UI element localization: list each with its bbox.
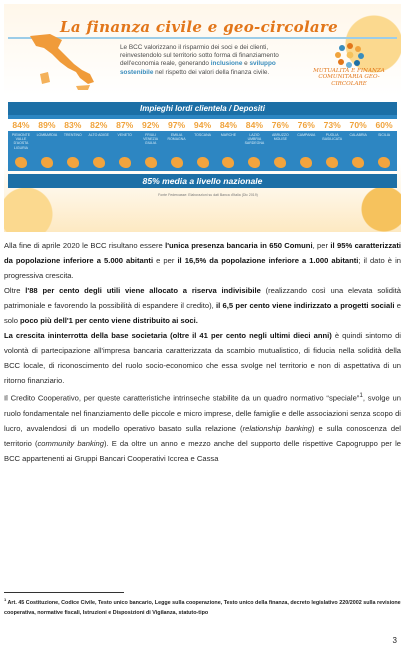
region-percentage: 84% — [241, 119, 267, 131]
infographic-description: Le BCC valorizzano il risparmio dei soci e dei clienti, reinvestendolo sul territorio sotto forma di finanziamento dell'economia reale, generando inclusione e sviluppo sostenibile nel rispetto dei valori della finanza civile. — [120, 44, 279, 76]
text-run: Alla fine di aprile 2020 le BCC risultano essere — [4, 241, 166, 250]
bold-text-run: il 95% caratterizzati da popolazione inferiore a 5.000 abitanti — [4, 241, 401, 265]
region-item — [60, 115, 86, 171]
region-name: VENETO — [117, 133, 132, 137]
region-shape-icon — [119, 157, 131, 168]
region-shape-icon — [326, 157, 338, 168]
paragraph-base-societaria — [4, 328, 401, 388]
region-shape-icon — [222, 157, 234, 168]
region-name: LOMBARDIA — [36, 133, 58, 137]
region-item — [190, 115, 216, 171]
region-item — [293, 115, 319, 171]
region-percentage: 76% — [267, 119, 293, 131]
region-shape-icon — [145, 157, 157, 168]
logo-caption: MUTUALITÀ E FINANZA COMUNITARIA GEO-CIRCOLARE — [313, 68, 385, 87]
region-name: EMILIA ROMAGNA — [167, 133, 186, 142]
text-run: Il Credito Cooperativo, per queste caratteristiche intrinseche stabilite da un quadro normativo “speciale” — [4, 393, 360, 403]
region-item — [34, 115, 60, 171]
body-text — [4, 238, 401, 466]
region-percentage: 60% — [371, 119, 397, 131]
region-percentage: 87% — [112, 119, 138, 131]
region-name: CAMPANIA — [297, 133, 316, 137]
region-shape-icon — [352, 157, 364, 168]
text-run: Oltre — [4, 286, 26, 295]
bold-text-run: il 6,5 per cento viene indirizzato a progetti sociali — [216, 301, 395, 310]
italic-text-run: community banking — [37, 438, 104, 448]
region-item — [216, 115, 242, 171]
text-run: è quindi sintomo di volontà di partecipazione all'impresa bancaria caratterizzata da scambio mutualistico, di fiducia nella solidità della BCC locale, di riconoscimento del ruolo socio-economico che essa svolge nel territorio e non di aspettativa di un ritorno finanziario. — [4, 331, 401, 385]
region-shape-icon — [248, 157, 260, 168]
region-shape-icon — [171, 157, 183, 168]
region-item — [267, 115, 293, 171]
region-item — [112, 115, 138, 171]
region-shape-icon — [93, 157, 105, 168]
italy-map-icon — [10, 30, 120, 92]
region-name: ABRUZZO MOLISE — [271, 133, 289, 142]
text-run: , per — [312, 241, 331, 250]
region-percentage: 76% — [293, 119, 319, 131]
region-shape-icon — [67, 157, 79, 168]
source-note: Fonte Federcasse: Elaborazioni su dati Banca d'Italia (Dic 2019) — [158, 193, 258, 197]
text-run: e solo — [4, 301, 401, 325]
footnote-marker: 1 — [4, 597, 7, 602]
paragraph-utili — [4, 283, 401, 328]
region-item — [371, 115, 397, 171]
footnote-text: Art. 45 Costituzione, Codice Civile, Testo unico bancario, Legge sulla cooperazione, Testo unico della finanza, decreto legislativo 220/2002 sulla revisione cooperativa, normative fiscali, Istruzioni e Disposizioni di Vigilanza, statuto-tipo — [4, 599, 401, 616]
text-run: ; il dato è in progressiva crescita. — [4, 256, 401, 280]
bold-text-run: La crescita ininterrotta della base societaria (oltre il 41 per cento negli ultimi dieci anni) — [4, 331, 332, 340]
region-shape-icon — [41, 157, 53, 168]
region-percentage: 70% — [345, 119, 371, 131]
region-name: TOSCANA — [194, 133, 211, 137]
text-run: e per — [153, 256, 178, 265]
text-run: ) e sulla conoscenza del territorio ( — [4, 423, 401, 448]
region-name: TRENTINO — [63, 133, 82, 137]
infographic-title: La finanza civile e geo-circolare — [60, 18, 339, 36]
region-item — [345, 115, 371, 171]
region-name: SICILIA — [378, 133, 391, 137]
region-name: FRIULI VENEZIA GIULIA — [143, 133, 159, 146]
paragraph-credito-cooperativo — [4, 388, 401, 466]
impieghi-band-title: Impieghi lordi clientela / Depositi — [8, 102, 397, 115]
text-run: ). E da oltre un anno e mezzo anche del supporto delle rispettive Capogruppo per le BCC appartenenti ai Gruppi Bancari Cooperativi Iccrea e Cassa — [4, 438, 401, 463]
region-item — [241, 115, 267, 171]
infographic-banner — [4, 4, 401, 232]
dots-logo-icon — [332, 42, 368, 68]
text-run: , svolge un ruolo fondamentale nel finanziamento delle piccole e micro imprese, delle famiglie e delle associazioni senza scopo di lucro, avvalendosi di un modello operativo basato sulla relazione ( — [4, 393, 401, 433]
region-percentage: 84% — [216, 119, 242, 131]
bold-text-run: il 16,5% da popolazione inferiore a 1.000 abitanti — [177, 256, 359, 265]
region-item — [164, 115, 190, 171]
regions-strip — [8, 115, 397, 171]
italic-text-run: relationship banking — [242, 423, 312, 433]
region-shape-icon — [15, 157, 27, 168]
region-percentage: 97% — [164, 119, 190, 131]
region-name: MARCHE — [220, 133, 237, 137]
region-shape-icon — [274, 157, 286, 168]
region-shape-icon — [197, 157, 209, 168]
region-percentage: 83% — [60, 119, 86, 131]
bold-text-run: poco più dell'1 per cento viene distribuito ai soci. — [20, 316, 198, 325]
paragraph-presence — [4, 238, 401, 283]
footnote — [4, 595, 401, 618]
footnote-divider — [4, 592, 124, 593]
region-item — [86, 115, 112, 171]
region-item — [319, 115, 345, 171]
mutualita-logo — [306, 42, 392, 94]
region-shape-icon — [300, 157, 312, 168]
national-average-band: 85% media a livello nazionale — [8, 174, 397, 188]
region-percentage: 92% — [138, 119, 164, 131]
region-name: PUGLIA BASILICATA — [322, 133, 343, 142]
region-percentage: 84% — [8, 119, 34, 131]
region-percentage: 89% — [34, 119, 60, 131]
region-item — [138, 115, 164, 171]
page-number: 3 — [392, 636, 397, 645]
footnote-reference: 1 — [359, 392, 363, 399]
region-shape-icon — [378, 157, 390, 168]
region-name: PIEMONTE VALLE D'AOSTA LIGURIA — [11, 133, 31, 150]
text-run: (realizzando così una elevata solidità patrimoniale e favorendo la possibilità di espandere il credito), — [4, 286, 401, 310]
region-name: CALABRIA — [349, 133, 367, 137]
region-percentage: 94% — [190, 119, 216, 131]
region-percentage: 73% — [319, 119, 345, 131]
region-item — [8, 115, 34, 171]
bold-text-run: l'88 per cento degli utili viene allocato a riserva indivisibile — [25, 286, 261, 295]
bold-text-run: l'unica presenza bancaria in 650 Comuni — [165, 241, 313, 250]
region-name: LAZIO UMBRIA SARDEGNA — [244, 133, 265, 146]
region-percentage: 82% — [86, 119, 112, 131]
region-name: ALTO ADIGE — [88, 133, 110, 137]
